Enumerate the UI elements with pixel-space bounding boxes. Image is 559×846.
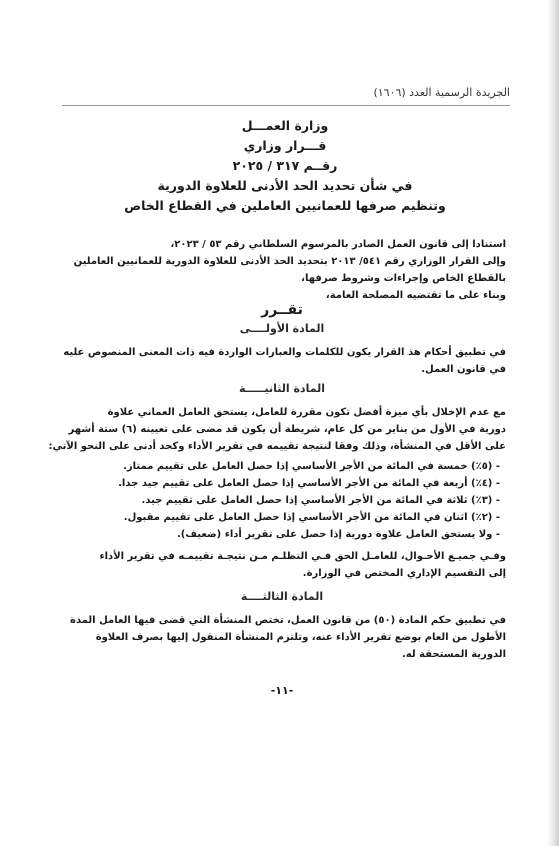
preamble-line: بالقطاع الخاص وإجراءات وشروط صرفها، [301, 273, 506, 284]
page-number: -١١- [270, 684, 294, 697]
article-2-line: على الأقل في المنشأة، وذلك وفقا لنتيجة تقييمه في تقرير الأداء وكحد أدنى على النحو الآتي: [48, 441, 506, 452]
article-1-line: في قانون العمل. [421, 364, 506, 375]
decision-title-block [80, 116, 490, 216]
bonus-rate-item: - (٥٪) خمسة في المائة من الأجر الأساسي إذا حصل العامل على تقييم ممتاز. [123, 461, 500, 472]
preamble-line: وإلى القرار الوزاري رقم ٥٤١/ ٢٠١٣ بتحديد الحد الأدنى للعلاوة الدورية للعمانيين العاملين [73, 256, 506, 267]
article-1-line: في تطبيق أحكام هذ القرار يكون للكلمات والعبارات الواردة فيه ذات المعنى المنصوص عليه [63, 347, 506, 358]
article-2-line: مع عدم الإخلال بأي ميزة أفضل تكون مقررة للعامل، يستحق العامل العماني علاوة [107, 407, 506, 418]
article-2-line: إلى التقسيم الإداري المختص في الوزارة. [302, 568, 506, 579]
preamble [58, 236, 506, 304]
article-2-bullets [58, 458, 506, 543]
preamble-line: استنادا إلى قانون العمل الصادر بالمرسوم السلطاني رقم ٥٣ / ٢٠٢٣، [170, 239, 506, 250]
article-3-line: الدورية المستحقة له. [402, 649, 506, 660]
bonus-rate-item: - (٣٪) ثلاثة في المائة من الأجر الأساسي إذا حصل العامل على تقييم جيد. [141, 495, 500, 506]
gazette-header: الجريدة الرسمية العدد (١٦٠٦) [373, 86, 510, 99]
article-2-line: وفـي جميـع الأحـوال، للعامـل الحق فـي التظلـم مـن نتيجـة تقييمـه في تقرير الأداء [99, 551, 506, 562]
preamble-line: وبناء على ما تقتضيه المصلحة العامة، [325, 290, 506, 301]
decision-subject-line: في شأن تحديد الحد الأدنى للعلاوة الدورية [157, 178, 413, 193]
header-divider [62, 105, 510, 106]
decision-number: رقــم ٣١٧ / ٢٠٢٥ [232, 158, 338, 173]
bonus-rate-item: - (٤٪) أربعة في المائة من الأجر الأساسي إذا حصل العامل على تقييم جيد جدا. [118, 478, 500, 489]
article-3-line: في تطبيق حكم المادة (٥٠) من قانون العمل، تختص المنشأة التي قضى فيها العامل المدة [70, 615, 506, 626]
bonus-rate-item: - ولا يستحق العامل علاوة دورية إذا حصل على تقرير أداء (ضعيف). [177, 529, 500, 540]
page-edge-shadow [547, 0, 559, 846]
decides-heading: تقــرر [261, 302, 303, 318]
article-3-line: الأطول من العام بوضع تقرير الأداء عنه، وتلتزم المنشأة المنقول إليها بصرف العلاوة [95, 632, 506, 643]
article-2-closing [58, 548, 506, 582]
ministry-name: وزارة العمـــل [241, 118, 329, 133]
article-1-heading: المادة الأولــــى [239, 322, 325, 335]
article-1-text [58, 344, 506, 378]
article-2-line: دورية في الأول من يناير من كل عام، شريطة أن يكون قد مضى على تعيينه (٦) ستة أشهر [68, 424, 506, 435]
decision-type: قـــرار وزاري [243, 138, 327, 153]
article-2-heading: المادة الثانيـــــة [239, 382, 325, 395]
article-3-text [58, 612, 506, 663]
decision-subject-line: وتنظيم صرفها للعمانيين العاملين في القطاع الخاص [124, 198, 446, 213]
article-3-heading: المادة الثالثــــة [240, 590, 324, 603]
article-2-intro [48, 404, 506, 455]
bonus-rate-item: - (٢٪) اثنان في المائة من الأجر الأساسي إذا حصل العامل على تقييم مقبول. [123, 512, 500, 523]
